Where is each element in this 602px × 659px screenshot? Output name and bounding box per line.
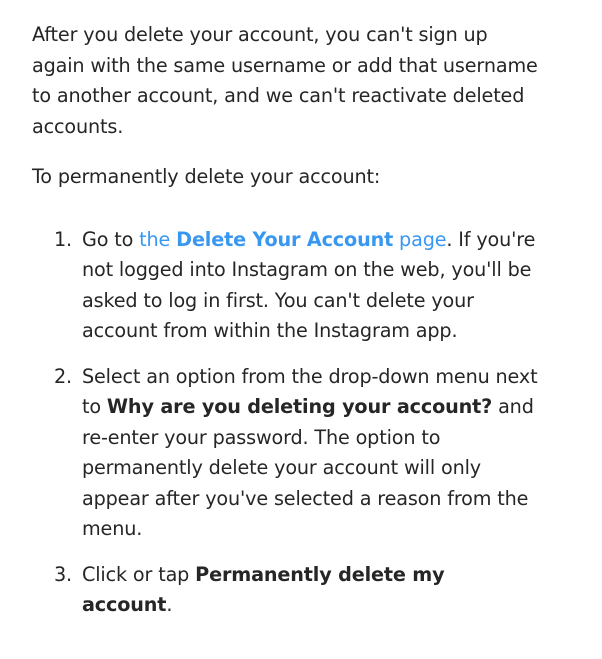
list-item-step-3 [32,560,538,621]
lead-in-text: To permanently delete your account: [32,165,381,188]
link-bold-text: Delete Your Account [176,227,394,251]
link-prefix: the [139,227,177,251]
list-item-step-1 [32,225,538,347]
intro-paragraph: After you delete your account, you can't sign up again with the same username or add that username to another account, and we can't reactivate deleted accounts. [32,23,538,138]
steps-list [32,225,538,621]
step-number: 2. [54,364,73,388]
delete-account-page-link[interactable] [139,228,446,251]
link-suffix: page [393,227,447,251]
step-text: and re-enter your password. The option to permanently delete your account will only appear after you've selected a reason from the menu. [82,395,534,540]
step-number: 3. [54,562,73,586]
step-number: 1. [54,227,73,251]
step-bold-text: Why are you deleting your account? [106,395,493,418]
step-bold-text: Permanently delete my account [82,562,445,616]
step-text: Go to [82,227,140,251]
list-item-step-2 [32,362,538,545]
step-text: . [166,593,173,616]
step-text: Click or tap [82,562,196,586]
step-text: . If you're not logged into Instagram on the web, you'll be asked to log in first. You can't delete your account from within the Instagram app. [82,227,536,342]
step-text: Select an option from the drop-down menu next to [82,364,538,418]
